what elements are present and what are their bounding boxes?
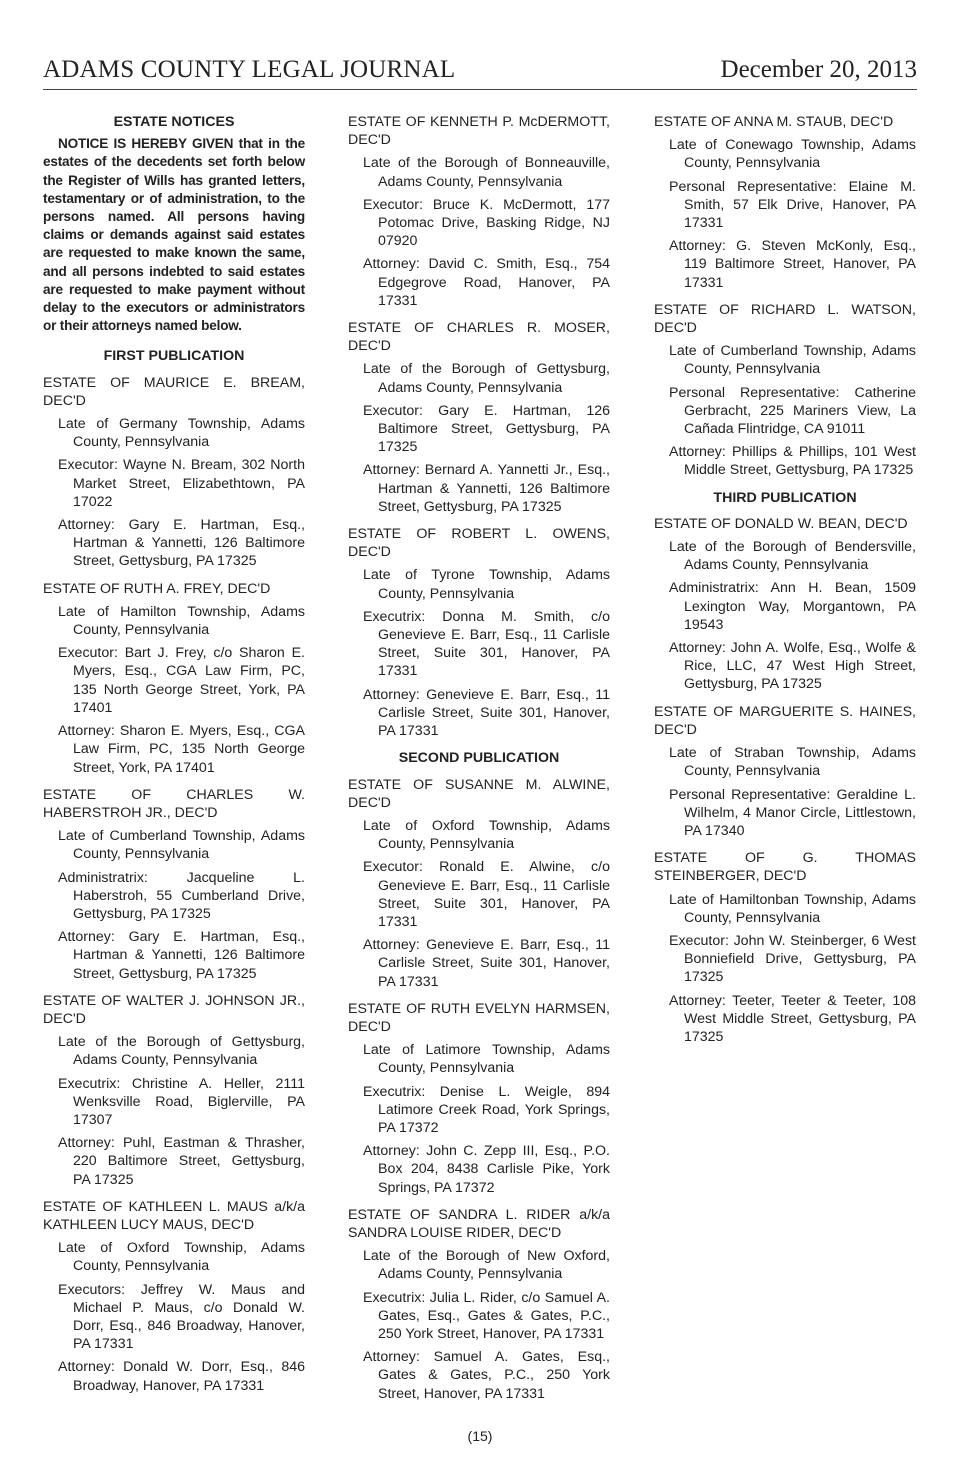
estate-detail: Administratrix: Ann H. Bean, 1509 Lexington Way, Morgantown, PA 19543 [669,580,916,633]
estate-name: ESTATE OF SANDRA L. RIDER a/k/a SANDRA LOUISE RIDER, DEC'D [348,1206,610,1241]
estate-notice [348,319,610,516]
estate-detail: Late of Hamiltonban Township, Adams County, Pennsylvania [669,891,916,926]
section-title: ESTATE NOTICES [113,114,235,130]
estate-detail: Attorney: Teeter, Teeter & Teeter, 108 West Middle Street, Gettysburg, PA 17325 [669,992,916,1045]
estate-detail: Executor: Ronald E. Alwine, c/o Genevieve E. Barr, Esq., 11 Carlisle Street, Suite 301, Hanover, PA 17331 [363,859,610,930]
estate-detail: Executor: Bruce K. McDermott, 177 Potomac Drive, Basking Ridge, NJ 07920 [363,196,610,250]
estate-detail: Executor: Bart J. Frey, c/o Sharon E. Myers, Esq., CGA Law Firm, PC, 135 North George Street, York, PA 17401 [58,645,305,716]
estate-detail: Attorney: Sharon E. Myers, Esq., CGA Law Firm, PC, 135 North George Street, York, PA 17401 [58,723,305,776]
estate-notice [654,515,916,694]
notice-text: NOTICE IS HEREBY GIVEN that in the estates of the decedents set forth below the Register of Wills has granted letters, testamentary or of administration, to the persons named. All persons having claims or demands against said estates are requested to make known the same, and all persons indebted to said estates are requested to make payment without delay to the executors or administrators or their attorneys named below. [43,136,305,334]
estate-notice [43,992,305,1189]
estate-detail: Late of the Borough of Bonneauville, Adams County, Pennsylvania [363,155,610,190]
estate-name: ESTATE OF RICHARD L. WATSON, DEC'D [654,301,916,337]
estate-detail: Executrix: Denise L. Weigle, 894 Latimore Creek Road, York Springs, PA 17372 [363,1083,610,1136]
estate-detail: Executor: Gary E. Hartman, 126 Baltimore Street, Gettysburg, PA 17325 [363,402,610,456]
estate-notice [43,1198,305,1395]
column-2 [348,113,610,1412]
estate-detail: Executor: John W. Steinberger, 6 West Bonniefield Drive, Gettysburg, PA 17325 [669,932,916,986]
estate-detail: Executrix: Julia L. Rider, c/o Samuel A. Gates, Esq., Gates & Gates, P.C., 250 York Street, Hanover, PA 17331 [363,1289,610,1342]
estate-detail: Late of Hamilton Township, Adams County, Pennsylvania [58,603,305,639]
estate-detail: Late of Oxford Township, Adams County, Pennsylvania [363,817,610,853]
estate-detail: Late of Germany Township, Adams County, Pennsylvania [58,416,305,451]
first-publication-heading: FIRST PUBLICATION [103,348,245,365]
estate-notice [654,849,916,1046]
estate-name: ESTATE OF MARGUERITE S. HAINES, DEC'D [654,703,916,738]
estate-detail: Personal Representative: Catherine Gerbracht, 225 Mariners View, La Cañada Flintridge, CA 91011 [669,384,916,438]
estate-notice [654,301,916,480]
estate-name: ESTATE OF ANNA M. STAUB, DEC'D [654,114,894,130]
estate-detail: Attorney: Gary E. Hartman, Esq., Hartman & Yannetti, 126 Baltimore Street, Gettysburg, PA 17325 [58,929,305,982]
estate-name: ESTATE OF MAURICE E. BREAM, DEC'D [43,374,305,409]
estate-detail: Attorney: Phillips & Phillips, 101 West Middle Street, Gettysburg, PA 17325 [669,444,916,479]
estate-name: ESTATE OF DONALD W. BEAN, DEC'D [654,515,908,532]
estate-name: ESTATE OF WALTER J. JOHNSON JR., DEC'D [43,992,305,1027]
estate-notice [43,374,305,571]
estate-detail: Executrix: Christine A. Heller, 2111 Wenksville Road, Biglerville, PA 17307 [58,1075,305,1128]
estate-detail: Late of Cumberland Township, Adams County, Pennsylvania [58,828,305,863]
estate-detail: Late of Cumberland Township, Adams County, Pennsylvania [669,343,916,378]
estate-notice [43,580,305,777]
second-publication-list-continued [654,113,916,480]
estate-detail: Attorney: John A. Wolfe, Esq., Wolfe & Rice, LLC, 47 West High Street, Gettysburg, PA 17325 [669,640,916,693]
estate-detail: Attorney: Genevieve E. Barr, Esq., 11 Carlisle Street, Suite 301, Hanover, PA 17331 [363,937,610,990]
estate-detail: Executor: Wayne N. Bream, 302 North Market Street, Elizabethtown, PA 17022 [58,457,305,510]
estate-detail: Administratrix: Jacqueline L. Haberstroh, 55 Cumberland Drive, Gettysburg, PA 17325 [58,869,305,922]
estate-detail: Personal Representative: Geraldine L. Wilhelm, 4 Manor Circle, Littlestown, PA 17340 [669,786,916,839]
first-publication-list [43,374,305,1395]
issue-date: December 20, 2013 [720,56,917,83]
estate-detail: Late of Latimore Township, Adams County, Pennsylvania [363,1042,610,1077]
estate-detail: Attorney: John C. Zepp III, Esq., P.O. Box 204, 8438 Carlisle Pike, York Springs, PA 17372 [363,1143,610,1196]
third-publication-heading: THIRD PUBLICATION [713,489,857,506]
estate-notice [348,113,610,310]
estate-name: ESTATE OF RUTH EVELYN HARMSEN, DEC'D [348,1000,610,1035]
first-publication-list-continued [348,113,610,740]
estate-detail: Attorney: Gary E. Hartman, Esq., Hartman & Yannetti, 126 Baltimore Street, Gettysburg, PA 17325 [58,517,305,570]
estate-notice [654,703,916,840]
estate-detail: Personal Representative: Elaine M. Smith, 57 Elk Drive, Hanover, PA 17331 [669,178,916,232]
journal-title: ADAMS COUNTY LEGAL JOURNAL [43,56,456,83]
column-1 [43,113,305,1404]
estate-name: ESTATE OF RUTH A. FREY, DEC'D [43,580,271,597]
column-3 [654,113,916,1055]
estate-detail: Late of Tyrone Township, Adams County, Pennsylvania [363,567,610,602]
estate-name: ESTATE OF SUSANNE M. ALWINE, DEC'D [348,776,610,811]
estate-name: ESTATE OF G. THOMAS STEINBERGER, DEC'D [654,850,916,885]
estate-detail: Late of the Borough of Gettysburg, Adams County, Pennsylvania [363,361,610,396]
estate-name: ESTATE OF CHARLES R. MOSER, DEC'D [348,320,610,355]
estate-notice [654,113,916,292]
estate-detail: Late of the Borough of New Oxford, Adams County, Pennsylvania [363,1248,610,1283]
page-header [43,52,917,90]
estate-notice [348,1206,610,1403]
second-publication-heading: SECOND PUBLICATION [398,750,560,767]
estate-detail: Attorney: G. Steven McKonly, Esq., 119 Baltimore Street, Hanover, PA 17331 [669,238,916,291]
estate-detail: Attorney: Samuel A. Gates, Esq., Gates & Gates, P.C., 250 York Street, Hanover, PA 17331 [363,1349,610,1402]
estate-name: ESTATE OF KATHLEEN L. MAUS a/k/a KATHLEEN LUCY MAUS, DEC'D [43,1198,305,1233]
estate-notice [348,525,610,740]
third-publication-list [654,515,916,1046]
estate-detail: Late of Oxford Township, Adams County, Pennsylvania [58,1240,305,1275]
estate-detail: Attorney: Donald W. Dorr, Esq., 846 Broadway, Hanover, PA 17331 [58,1359,305,1394]
estate-detail: Executrix: Donna M. Smith, c/o Genevieve E. Barr, Esq., 11 Carlisle Street, Suite 301, Hanover, PA 17331 [363,608,610,680]
estate-detail: Attorney: Puhl, Eastman & Thrasher, 220 Baltimore Street, Gettysburg, PA 17325 [58,1135,305,1188]
estate-detail: Late of Straban Township, Adams County, Pennsylvania [669,745,916,780]
estate-notice [348,776,610,991]
page-number: (15) [467,1428,493,1444]
estate-name: ESTATE OF KENNETH P. McDERMOTT, DEC'D [348,114,610,149]
estate-notice [348,1000,610,1197]
header-rule [43,89,917,90]
estate-detail: Attorney: Genevieve E. Barr, Esq., 11 Carlisle Street, Suite 301, Hanover, PA 17331 [363,686,610,740]
estate-detail: Late of Conewago Township, Adams County, Pennsylvania [669,137,916,172]
estate-detail: Late of the Borough of Bendersville, Adams County, Pennsylvania [669,539,916,574]
estate-name: ESTATE OF CHARLES W. HABERSTROH JR., DEC'D [43,786,305,821]
estate-notice [43,786,305,983]
estate-name: ESTATE OF ROBERT L. OWENS, DEC'D [348,526,610,561]
estate-detail: Attorney: Bernard A. Yannetti Jr., Esq., Hartman & Yannetti, 126 Baltimore Street, Gettysburg, PA 17325 [363,462,610,515]
second-publication-list [348,776,610,1403]
estate-detail: Executors: Jeffrey W. Maus and Michael P. Maus, c/o Donald W. Dorr, Esq., 846 Broadway, Hanover, PA 17331 [58,1281,305,1353]
estate-detail: Late of the Borough of Gettysburg, Adams County, Pennsylvania [58,1034,305,1069]
estate-detail: Attorney: David C. Smith, Esq., 754 Edgegrove Road, Hanover, PA 17331 [363,256,610,309]
